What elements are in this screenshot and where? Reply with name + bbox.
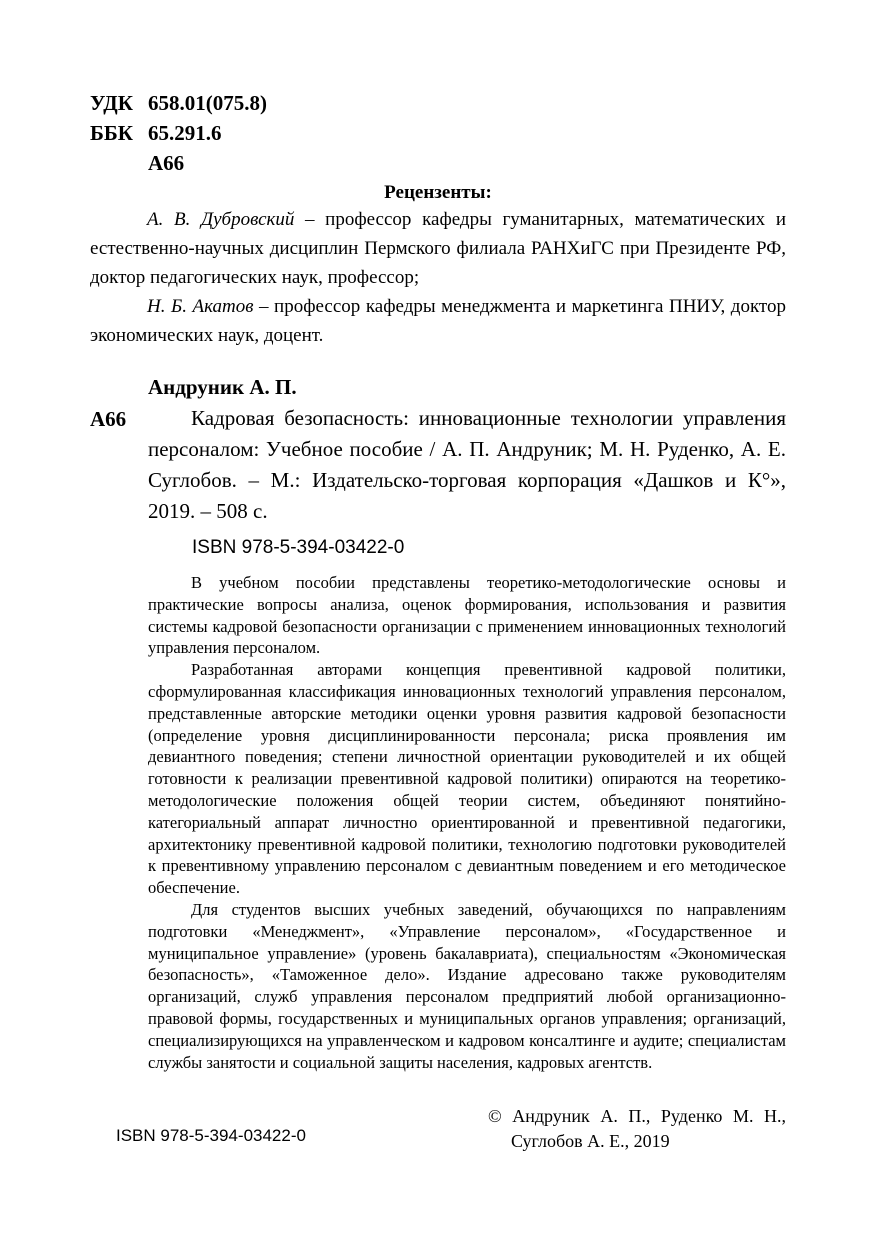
bib-author: Андруник А. П. bbox=[148, 375, 297, 399]
reviewer-2-text: – профессор кафедры менеджмента и маркетинга ПНИУ, доктор экономических наук, доцент. bbox=[90, 296, 786, 346]
reviewer-2-name: Н. Б. Акатов bbox=[147, 296, 254, 317]
bib-description bbox=[148, 403, 786, 527]
abstract-paragraph-1: В учебном пособии представлены теоретико-методологические основы и практические вопросы анализа, оценок формирования, использования и развития системы кадровой безопасности организации с применением инновационных технологий управления персоналом. bbox=[148, 573, 786, 658]
abstract bbox=[148, 572, 786, 1073]
bib-mark: А66 bbox=[90, 407, 127, 431]
bib-description-text: Кадровая безопасность: инновационные технологии управления персоналом: Учебное пособие / А. П. Андруник; М. Н. Руденко, А. Е. Суглобов. – М.: Издательско-торговая корпорация «Дашков и К°», 2019. – 508 с. bbox=[148, 406, 786, 523]
reviewer-1-text: – профессор кафедры гуманитарных, математических и естественно-научных дисциплин Пермского филиала РАНХиГС при Президенте РФ, доктор педагогических наук, профессор; bbox=[90, 209, 786, 288]
udk-row bbox=[90, 88, 267, 118]
reviewer-1 bbox=[90, 205, 786, 292]
copyright-line-1: © Андруник А. П., Руденко М. Н., bbox=[488, 1106, 786, 1126]
bbk-label: ББК bbox=[90, 121, 133, 145]
author-mark-row bbox=[90, 148, 267, 178]
isbn: ISBN 978-5-394-03422-0 bbox=[192, 537, 405, 558]
copyright bbox=[488, 1104, 786, 1154]
classification-codes bbox=[90, 88, 267, 178]
reviewers-title: Рецензенты: bbox=[384, 182, 492, 203]
reviewer-1-name: А. В. Дубровский bbox=[147, 209, 295, 230]
udk-label: УДК bbox=[90, 91, 133, 115]
abstract-paragraph-3: Для студентов высших учебных заведений, обучающихся по направлениям подготовки «Менеджмент», «Управление персоналом», «Государственное и муниципальное управление» (уровень бакалавриата), специальностям «Экономическая безопасность», «Таможенное дело». Издание адресовано также руководителям организаций, служб управления персоналом предприятий любой организационно-правовой формы, государственных и муниципальных органов управления; организаций, специализирующихся на управленческом и кадровом консалтинге и аудите; специалистам службы занятости и социальной защиты населения, кадровых агентств. bbox=[148, 899, 786, 1072]
bbk-row bbox=[90, 118, 267, 148]
copyright-line-2: Суглобов А. Е., 2019 bbox=[511, 1131, 670, 1151]
author-mark: А66 bbox=[148, 151, 185, 175]
bbk-value: 65.291.6 bbox=[148, 121, 222, 145]
footer-isbn: ISBN 978-5-394-03422-0 bbox=[116, 1126, 306, 1145]
abstract-paragraph-2: Разработанная авторами концепция превентивной кадровой политики, сформулированная классификация инновационных технологий управления персоналом, представленные авторские методики оценки уровня развития кадровой безопасности (определение уровня дисциплинированности персонала; риска проявления им девиантного поведения; степени личностной ориентации руководителей и их общей готовности к реализации превентивной кадровой политики) опираются на теоретико-методологические положения общей теории систем, объединяют понятийно-категориальный аппарат личностно ориентированной и превентивной педагогики, архитектонику превентивной кадровой политики, технологию подготовки руководителей к превентивному управлению персоналом с девиантным поведением и его методическое обеспечение. bbox=[148, 660, 786, 898]
udk-value: 658.01(075.8) bbox=[148, 91, 267, 115]
reviewer-2 bbox=[90, 292, 786, 350]
